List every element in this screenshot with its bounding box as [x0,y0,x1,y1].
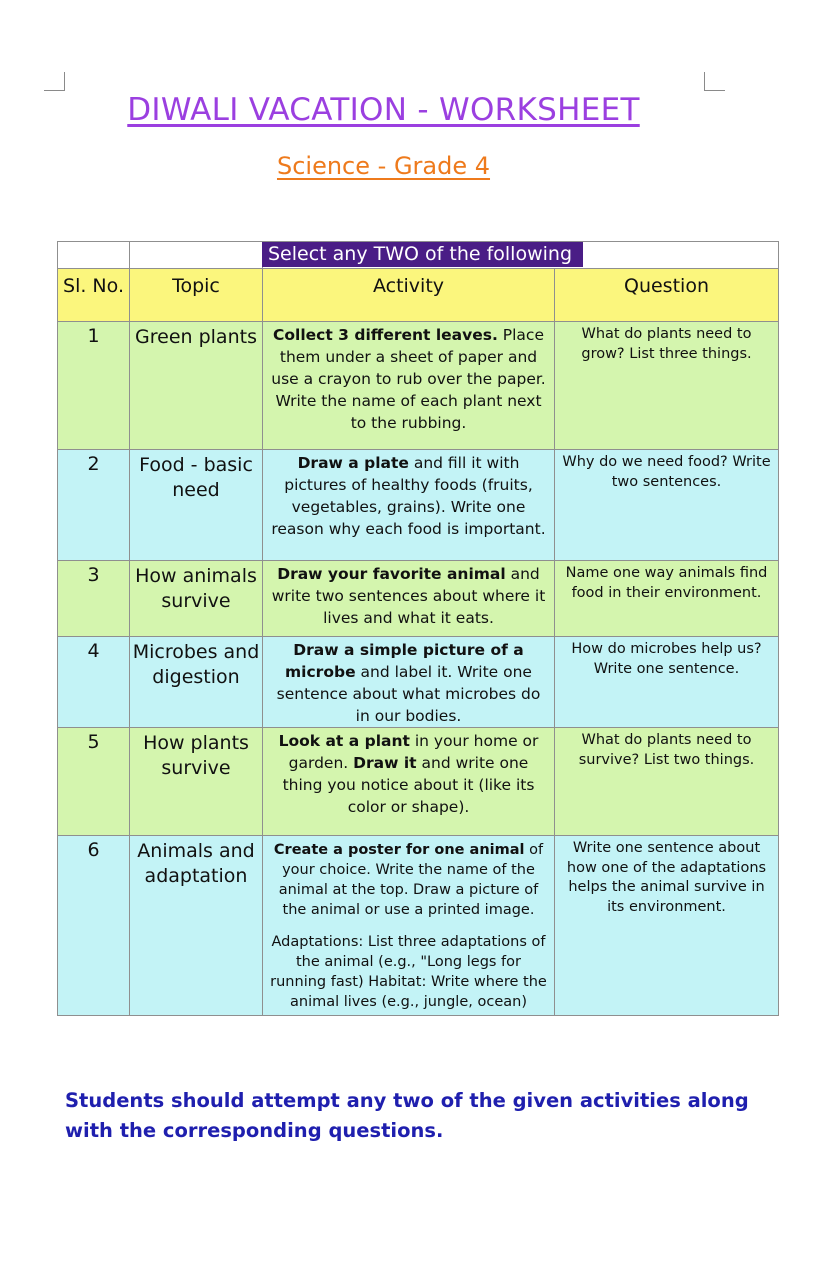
row-question: Name one way animals find food in their environment. [555,561,779,637]
header-topic: Topic [130,269,263,322]
row-question: Write one sentence about how one of the adaptations helps the animal survive in its environment. [555,836,779,1016]
row-activity: Look at a plant in your home or garden. Draw it and write one thing you notice about it (like its color or shape). [263,728,555,836]
row-topic: Animals and adaptation [130,836,263,1016]
header-activity: Activity [263,269,555,322]
row-activity-extra: Adaptations: List three adaptations of the animal (e.g., "Long legs for running fast) Habitat: Write where the animal lives (e.g., jungle, ocean) [270,934,547,1010]
page-corner-mark-left [44,72,65,91]
header-question: Question [555,269,779,322]
worksheet-title: DIWALI VACATION - WORKSHEET [127,92,640,128]
table-row [58,836,779,1016]
row-question: Why do we need food? Write two sentences. [555,450,779,561]
banner-row [58,242,779,269]
row-number: 3 [58,561,130,637]
row-activity: Draw your favorite animal and write two sentences about where it lives and what it eats. [263,561,555,637]
page-corner-mark-right [704,72,725,91]
table-header-row [58,269,779,322]
row-number: 6 [58,836,130,1016]
row-topic: Green plants [130,322,263,450]
activity-table [57,241,779,1016]
table-row [58,450,779,561]
table-row [58,728,779,836]
selection-banner: Select any TWO of the following [262,242,583,267]
table-row [58,637,779,728]
row-number: 2 [58,450,130,561]
worksheet-subtitle: Science - Grade 4 [276,152,491,180]
row-question: What do plants need to survive? List two things. [555,728,779,836]
row-topic: Microbes and digestion [130,637,263,728]
row-topic: Food - basic need [130,450,263,561]
row-question: What do plants need to grow? List three things. [555,322,779,450]
table-row [58,561,779,637]
row-topic: How plants survive [130,728,263,836]
row-question: How do microbes help us? Write one sentence. [555,637,779,728]
row-activity: Collect 3 different leaves. Place them under a sheet of paper and use a crayon to rub over the paper. Write the name of each plant next to the rubbing. [263,322,555,450]
row-number: 4 [58,637,130,728]
instructions-note: Students should attempt any two of the given activities along with the corresponding questions. [65,1089,749,1142]
row-activity: Draw a simple picture of a microbe and label it. Write one sentence about what microbes do in our bodies. [263,637,555,728]
row-number: 1 [58,322,130,450]
row-activity: Draw a plate and fill it with pictures of healthy foods (fruits, vegetables, grains). Write one reason why each food is important. [263,450,555,561]
header-slno: Sl. No. [58,269,130,322]
row-topic: How animals survive [130,561,263,637]
row-number: 5 [58,728,130,836]
table-row [58,322,779,450]
row-activity: Create a poster for one animal of your choice. Write the name of the animal at the top. Draw a picture of the animal or use a printed image. Adaptations: List three adaptations of the animal (e.g., "Long legs for running fast) Habitat: Write where the animal lives (e.g., jungle, ocean) [263,836,555,1016]
